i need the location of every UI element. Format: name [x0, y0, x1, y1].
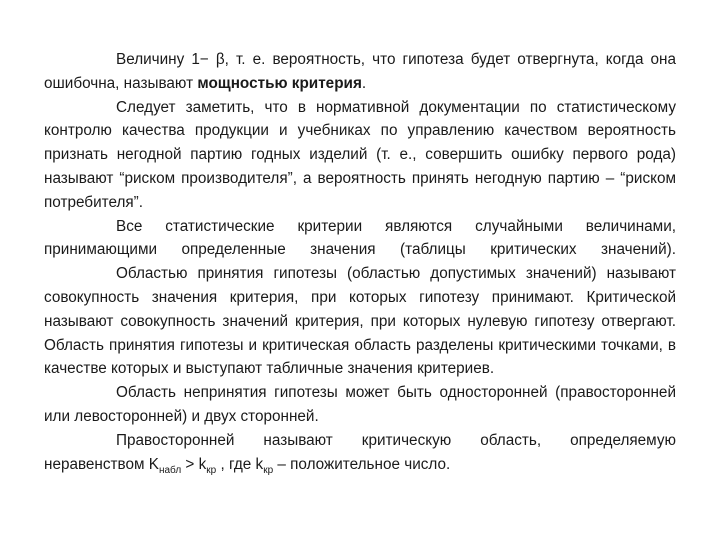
paragraph-text: Правосторонней называют критическую область, определяемую неравенством K	[44, 431, 676, 473]
paragraph-acceptance-region: Областью принятия гипотезы (областью допустимых значений) называют совокупность значения критерия, при которых гипотезу принимают. Критической называют совокупность значений критерия, при которых нулевую гипотезу отвергают. Область принятия гипотезы и критическая область разделены критическими точками, в качестве которых и выступают табличные значения критериев.	[44, 265, 676, 378]
paragraph-power-of-test	[44, 48, 676, 96]
paragraph-criteria: Все статистические критерии являются случайными величинами, принимающими определенные значения (таблицы критических значений).	[44, 217, 676, 259]
paragraph-right-sided	[44, 429, 676, 477]
document-page	[44, 48, 676, 476]
subscript-observed: набл	[158, 464, 182, 476]
subscript-critical: кр	[206, 464, 217, 476]
paragraph-text-end: – положительное число.	[273, 455, 451, 473]
paragraph-text: Величину 1− β, т. е. вероятность, что гипотеза будет отвергнута, когда она ошибочна, называют	[44, 51, 676, 92]
paragraph-text-end: .	[361, 74, 367, 92]
bold-term: мощностью критерия	[197, 74, 362, 92]
subscript-critical-2: кр	[263, 464, 274, 476]
paragraph-risks: Следует заметить, что в нормативной документации по статистическому контролю качества продукции и учебниках по управлению качеством вероятность признать негодной партию годных изделий (т. е., совершить ошибку первого рода) называют “риском производителя”, а вероятность принять негодную партию – “риском потребителя”.	[44, 98, 676, 211]
where-text: , где k	[216, 455, 264, 473]
inequality-text: > k	[181, 455, 207, 473]
paragraph-rejection-region: Область непринятия гипотезы может быть односторонней (правосторонней или левосторонней) и двух сторонней.	[44, 384, 676, 425]
